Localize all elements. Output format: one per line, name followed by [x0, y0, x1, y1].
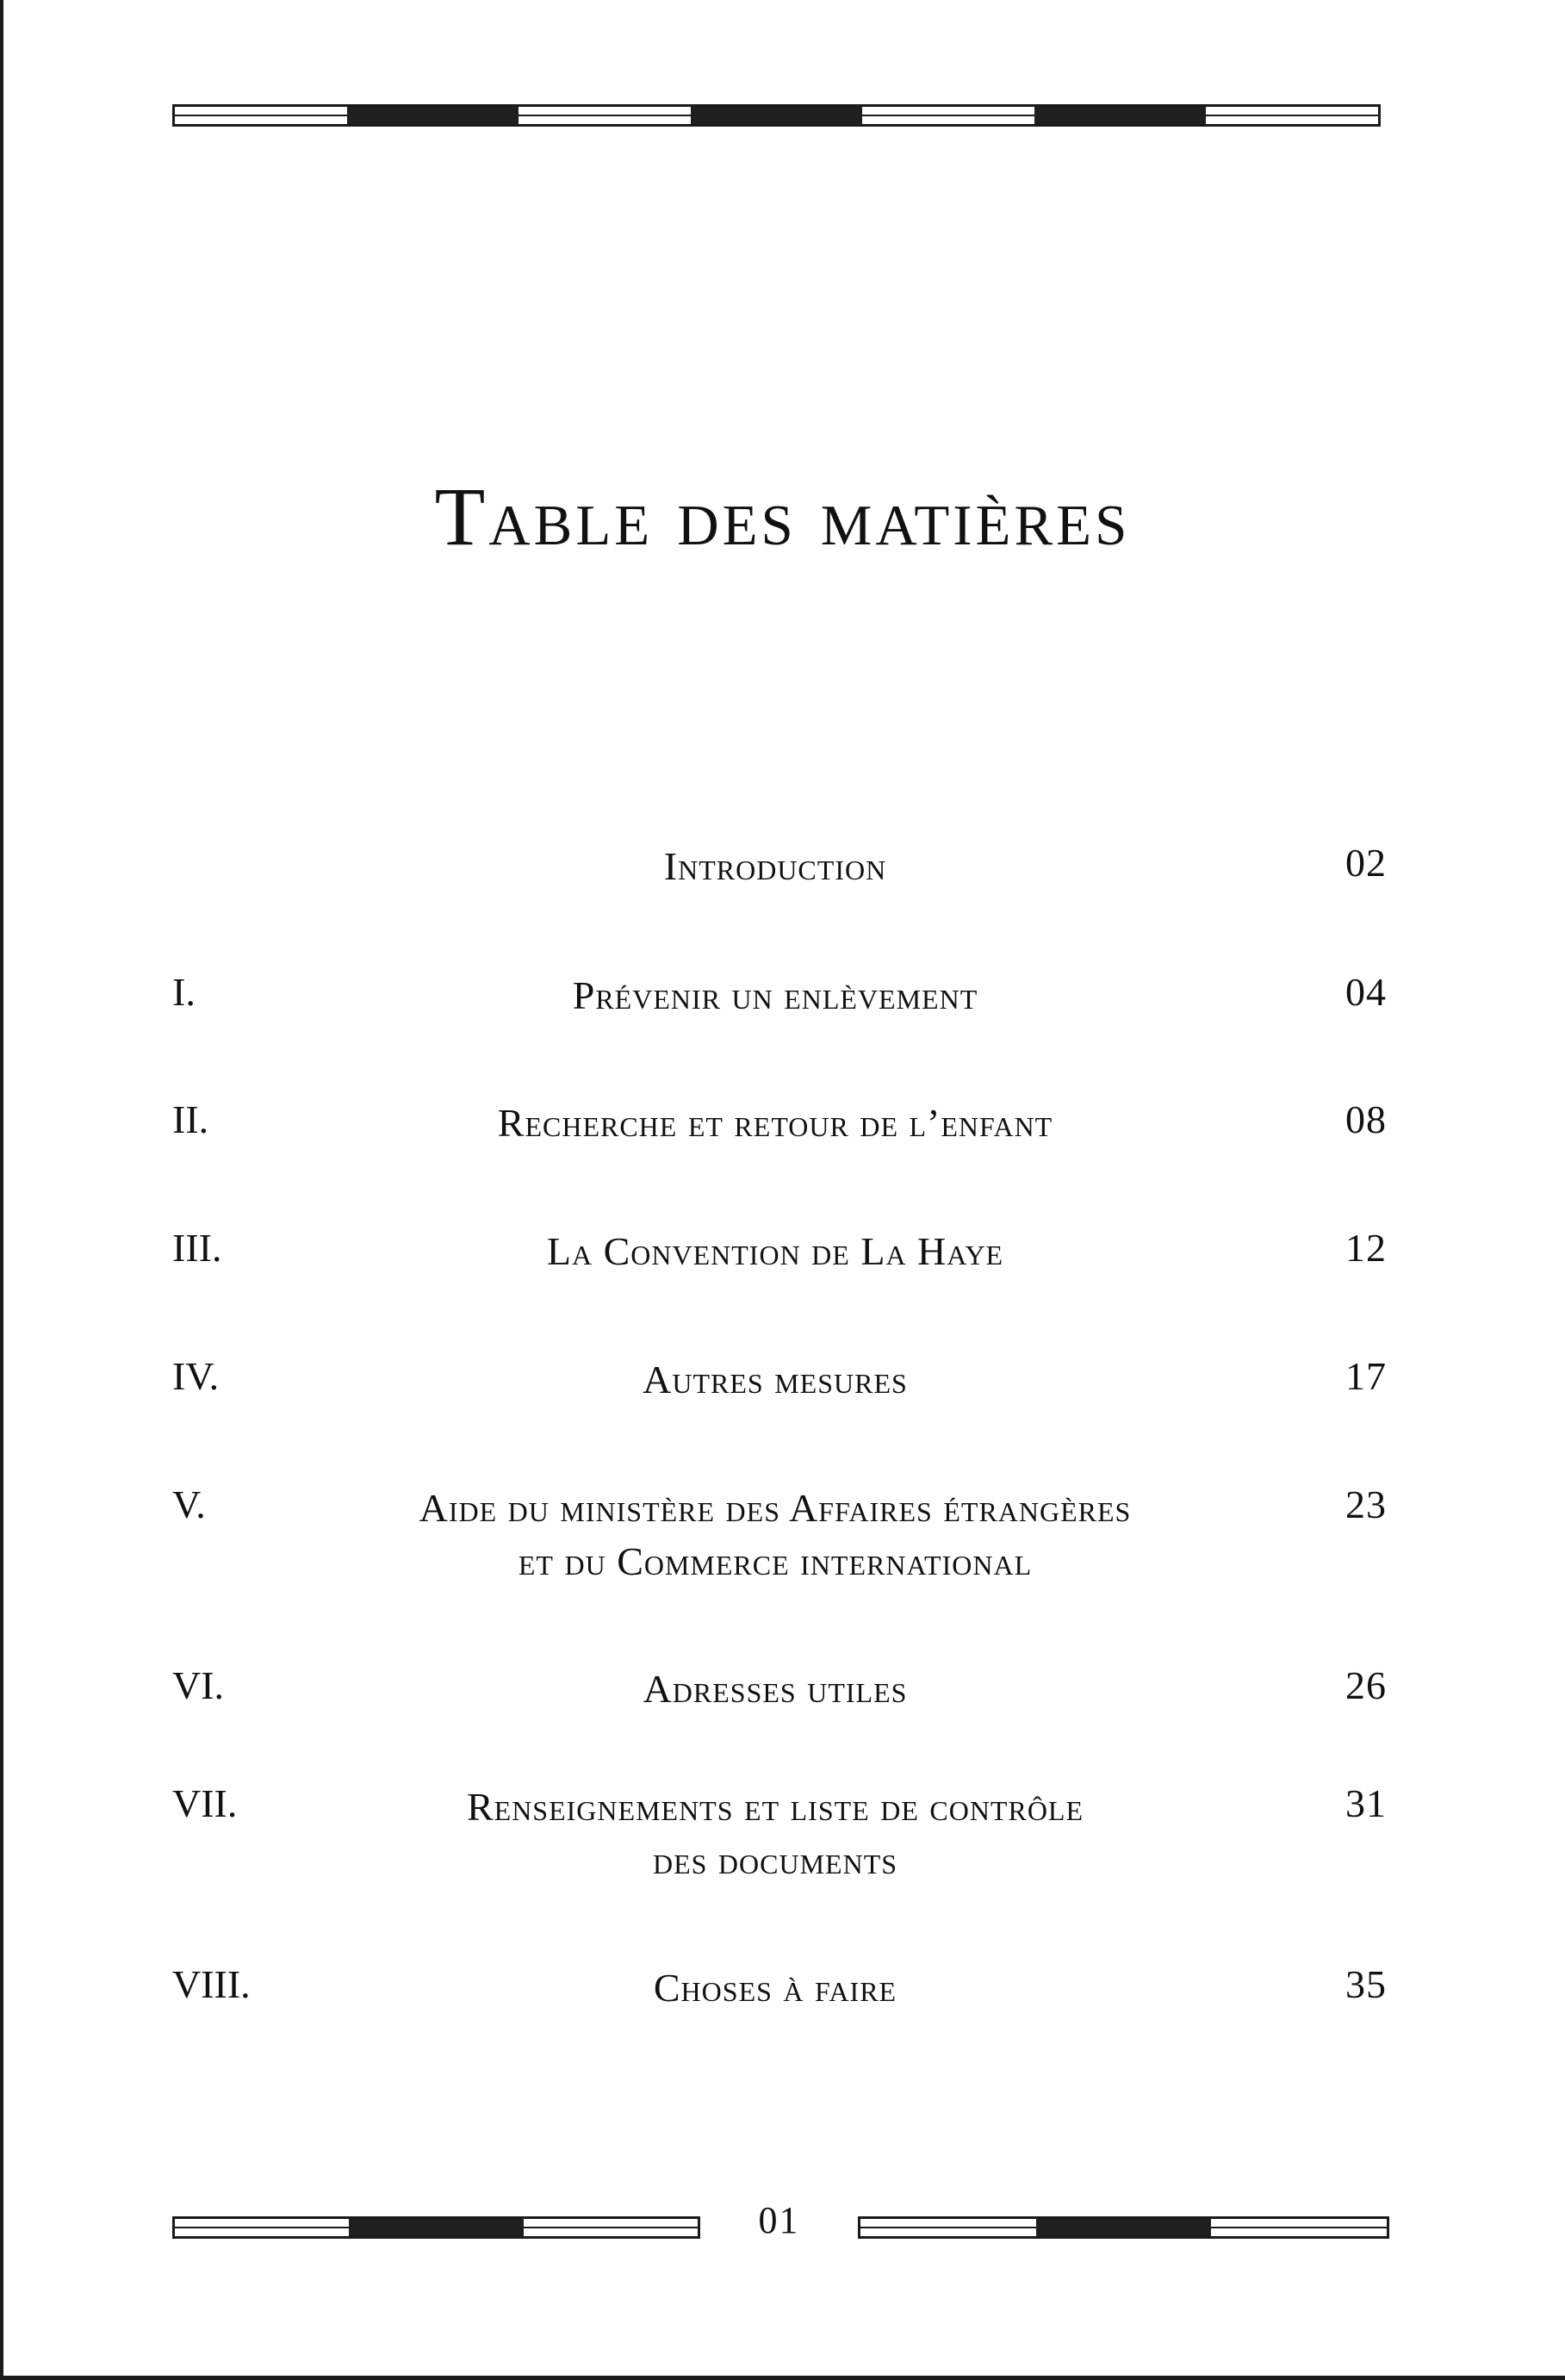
- toc-entry-number: II.: [172, 1097, 209, 1141]
- toc-entry-title: La Convention de La Haye: [546, 1229, 1004, 1273]
- toc-entry-number: I.: [172, 970, 196, 1014]
- top-ornament-bar: [172, 104, 1381, 127]
- page-number: 01: [758, 2199, 800, 2241]
- toc-entry[interactable]: [172, 1662, 1387, 1731]
- toc-entry-page: 02: [1345, 841, 1387, 885]
- toc-entry-number: VI.: [172, 1663, 225, 1707]
- toc-entry-page: 12: [1345, 1226, 1387, 1270]
- toc-entry-title: Introduction: [663, 844, 887, 888]
- toc-entry-title: Renseignements et liste de contrôle des documents: [466, 1785, 1084, 1882]
- toc-entry[interactable]: [172, 1961, 1387, 2030]
- scan-edge-left: [0, 0, 3, 2380]
- toc-entry-page: 17: [1345, 1354, 1387, 1398]
- toc-entry-page: 23: [1345, 1482, 1387, 1526]
- toc-entry[interactable]: [172, 1353, 1387, 1422]
- toc-entry[interactable]: [172, 840, 1387, 909]
- toc-entry-title: Adresses utiles: [643, 1667, 908, 1711]
- toc-entry-page: 08: [1345, 1097, 1387, 1141]
- toc-entry[interactable]: [172, 1225, 1387, 1294]
- toc-entry-number: V.: [172, 1482, 206, 1526]
- toc-entry-title: Autres mesures: [643, 1358, 908, 1401]
- toc-entry-title: Choses à faire: [653, 1966, 897, 2010]
- toc-entry-title: Prévenir un enlèvement: [572, 973, 978, 1017]
- scan-edge-bottom: [0, 2376, 1565, 2380]
- toc-entry-page: 04: [1345, 970, 1387, 1014]
- toc-entry-number: IV.: [172, 1354, 220, 1398]
- page-title: Table des matières: [434, 470, 1131, 563]
- toc-entry-page: 31: [1345, 1781, 1387, 1825]
- toc-entry-page: 35: [1345, 1962, 1387, 2006]
- toc-entry-number: III.: [172, 1226, 222, 1270]
- toc-entry-title: Recherche et retour de l’enfant: [497, 1101, 1053, 1145]
- toc-entry[interactable]: [172, 969, 1387, 1038]
- toc-entry-number: VIII.: [172, 1962, 251, 2006]
- bottom-right-ornament-bar: [858, 2216, 1389, 2239]
- toc-entry-title: Aide du ministère des Affaires étrangères et du Commerce international: [419, 1486, 1132, 1583]
- bottom-left-ornament-bar: [172, 2216, 700, 2239]
- toc-entry[interactable]: [172, 1097, 1387, 1165]
- toc-entry[interactable]: [172, 1482, 1387, 1583]
- toc-entry-number: VII.: [172, 1781, 238, 1825]
- toc-entry-page: 26: [1345, 1663, 1387, 1707]
- toc-entry[interactable]: [172, 1780, 1387, 1882]
